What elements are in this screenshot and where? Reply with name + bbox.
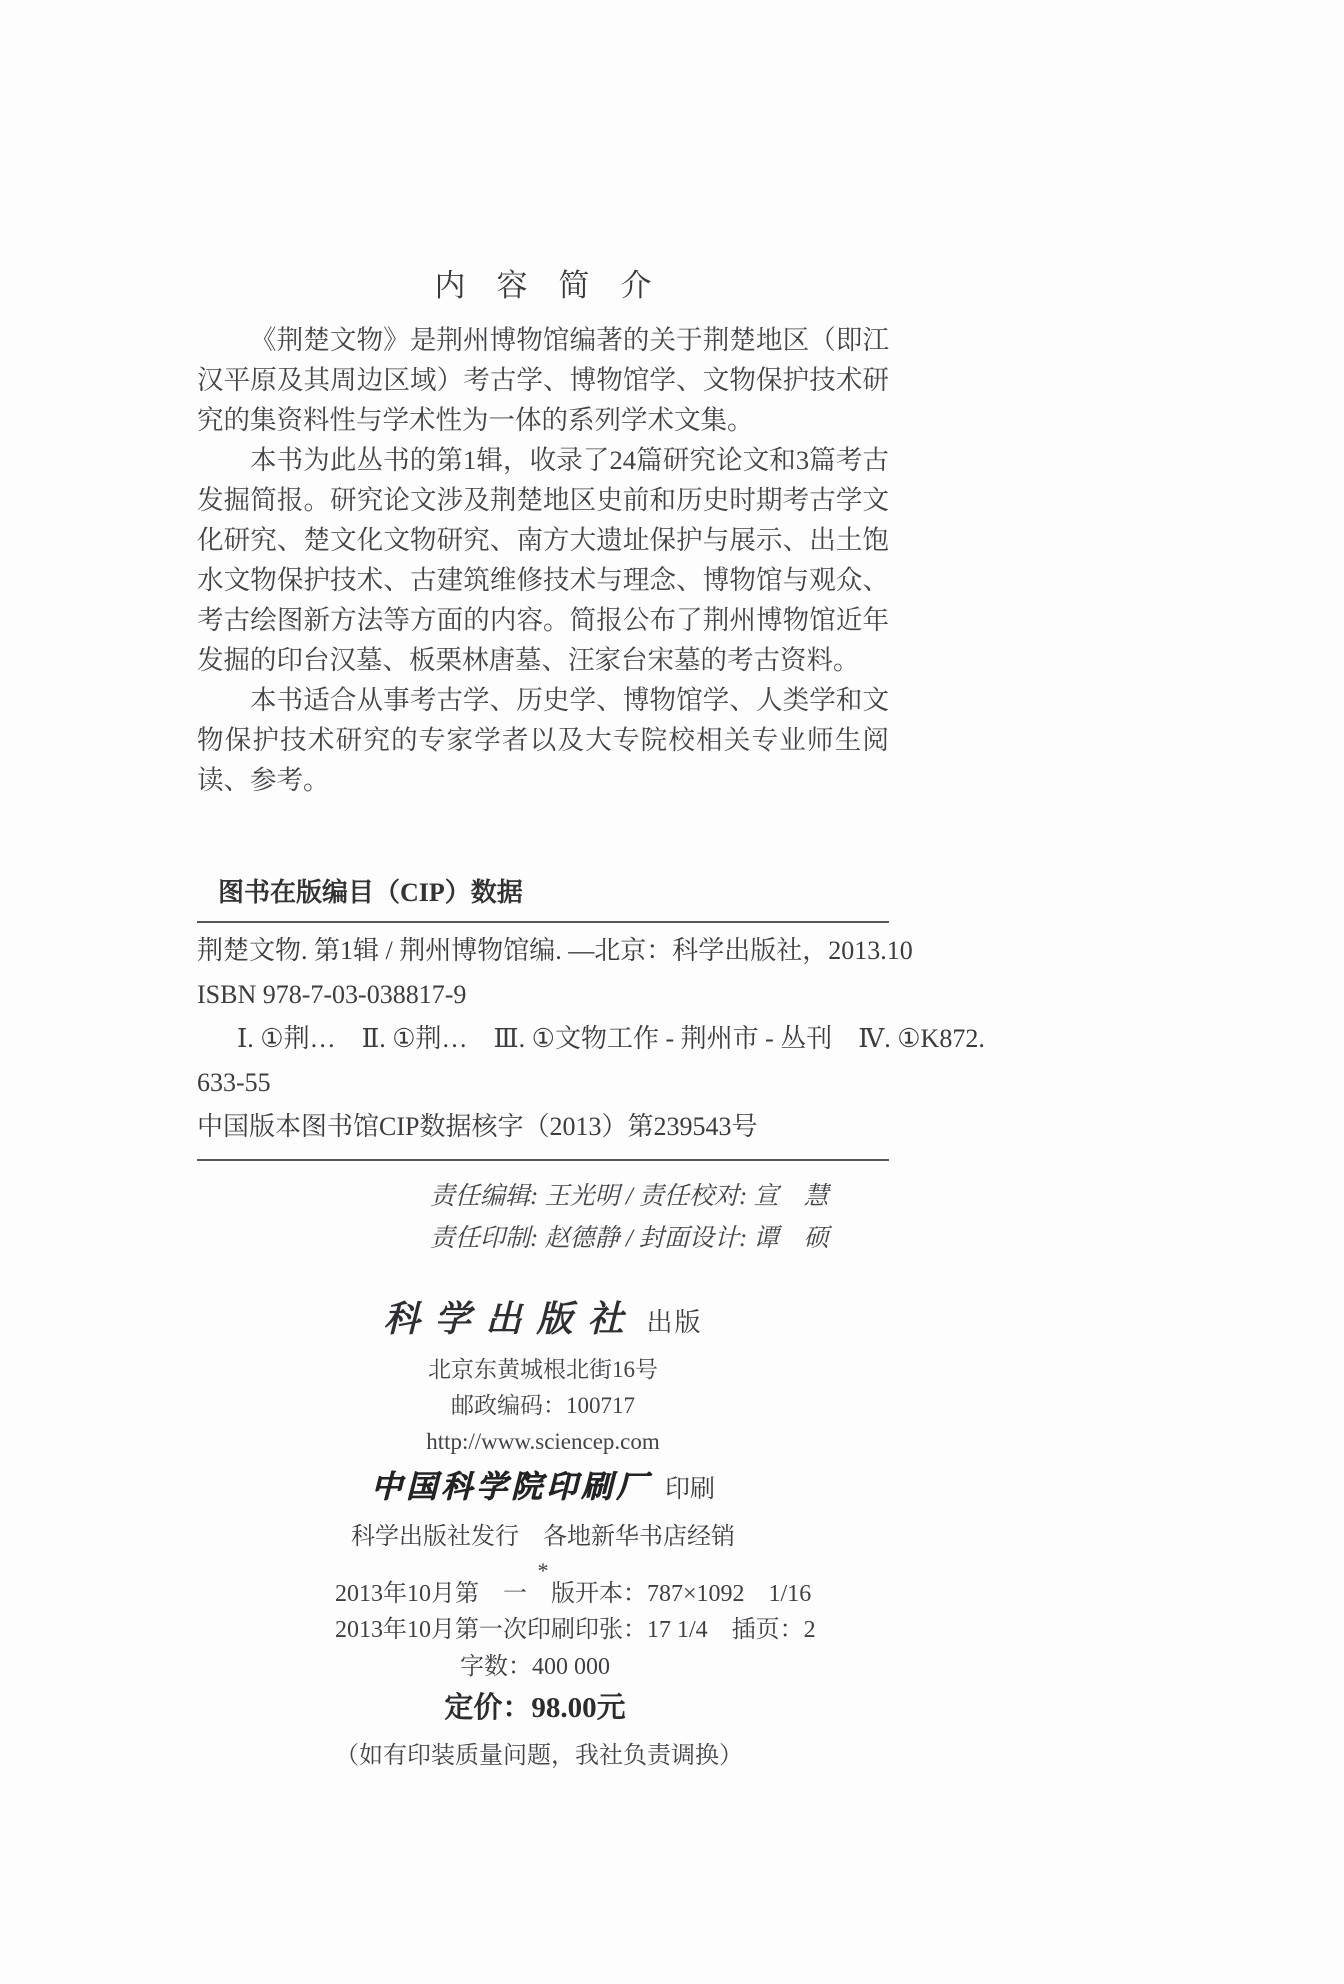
staff-credits — [430, 1176, 829, 1260]
format-size: 开本：787×1092 1/16 — [575, 1581, 812, 1607]
cip-divider-bottom — [197, 1159, 889, 1161]
edition-block — [335, 1576, 816, 1776]
quality-notice: （如有印装质量问题，我社负责调换） — [335, 1743, 743, 1769]
publisher-line — [197, 1294, 889, 1352]
intro-paragraph-series: 《荆楚文物》是荆州博物馆编著的关于荆楚地区（即江汉平原及其周边区域）考古学、博物馆学、文物保护技术研究的集资料性与学术性为一体的系列学术文集。 — [197, 325, 889, 435]
publisher-postcode: 邮政编码：100717 — [451, 1393, 635, 1418]
content-intro-body — [197, 320, 889, 800]
printer-logo-text: 中国科学院印刷厂 — [370, 1469, 651, 1504]
cip-block — [197, 872, 985, 1161]
cip-classification-line: Ⅰ. ①荆… Ⅱ. ①荆… Ⅲ. ①文物工作 - 荆州市 - 丛刊 Ⅳ. ①K872. — [237, 1024, 985, 1053]
publisher-logo-text: 科学出版社 — [383, 1299, 639, 1339]
word-count: 字数：400 000 — [460, 1654, 610, 1680]
cip-record-number-line: 中国版本图书馆CIP数据核字（2013）第239543号 — [197, 1112, 758, 1141]
staff-editor-proofreader-line: 责任编辑: 王光明 / 责任校对: 宣 慧 — [430, 1183, 829, 1210]
edition-date: 2013年10月第 一 版 — [335, 1581, 575, 1607]
cip-header: 图书在版编目（CIP）数据 — [218, 878, 523, 907]
cip-classification-continued: 633-55 — [197, 1068, 271, 1097]
cip-title-line: 荆楚文物. 第1辑 / 荆州博物馆编. —北京：科学出版社，2013.10 — [197, 936, 913, 965]
price: 定价：98.00元 — [444, 1692, 626, 1724]
printing-date: 2013年10月第一次印刷 — [335, 1617, 575, 1643]
publisher-block — [197, 1294, 889, 1586]
intro-paragraph-audience: 本书适合从事考古学、历史学、博物馆学、人类学和文物保护技术研究的专家学者以及大专院校相关专业师生阅读、参考。 — [197, 685, 889, 795]
cip-lines — [197, 929, 985, 1149]
publisher-role-label: 出版 — [646, 1308, 703, 1337]
publisher-url: http://www.sciencep.com — [426, 1429, 660, 1454]
printer-line — [197, 1462, 889, 1518]
intro-paragraph-volume: 本书为此丛书的第1辑，收录了24篇研究论文和3篇考古发掘简报。研究论文涉及荆楚地区史前和历史时期考古学文化研究、楚文化文物研究、南方大遗址保护与展示、出土饱水文物保护技术、古建筑维修技术与理念、博物馆与观众、考古绘图新方法等方面的内容。简报公布了荆州博物馆近年发掘的印台汉墓、板栗林唐墓、汪家台宋墓的考古资料。 — [197, 445, 889, 675]
separator-star: * — [537, 1558, 549, 1583]
sheets-inserts: 印张：17 1/4 插页：2 — [575, 1617, 816, 1643]
content-intro-title: 内 容 简 介 — [434, 268, 652, 303]
edition-row-1 — [335, 1576, 812, 1612]
printer-role-label: 印刷 — [664, 1476, 715, 1503]
cip-isbn-line: ISBN 978-7-03-038817-9 — [197, 980, 467, 1009]
staff-printing-cover-line: 责任印制: 赵德静 / 封面设计: 谭 硕 — [430, 1225, 829, 1252]
edition-row-2 — [335, 1612, 816, 1648]
distribution-line: 科学出版社发行 各地新华书店经销 — [351, 1524, 735, 1550]
publisher-address: 北京东黄城根北街16号 — [428, 1357, 658, 1382]
cip-divider-top — [197, 921, 889, 923]
